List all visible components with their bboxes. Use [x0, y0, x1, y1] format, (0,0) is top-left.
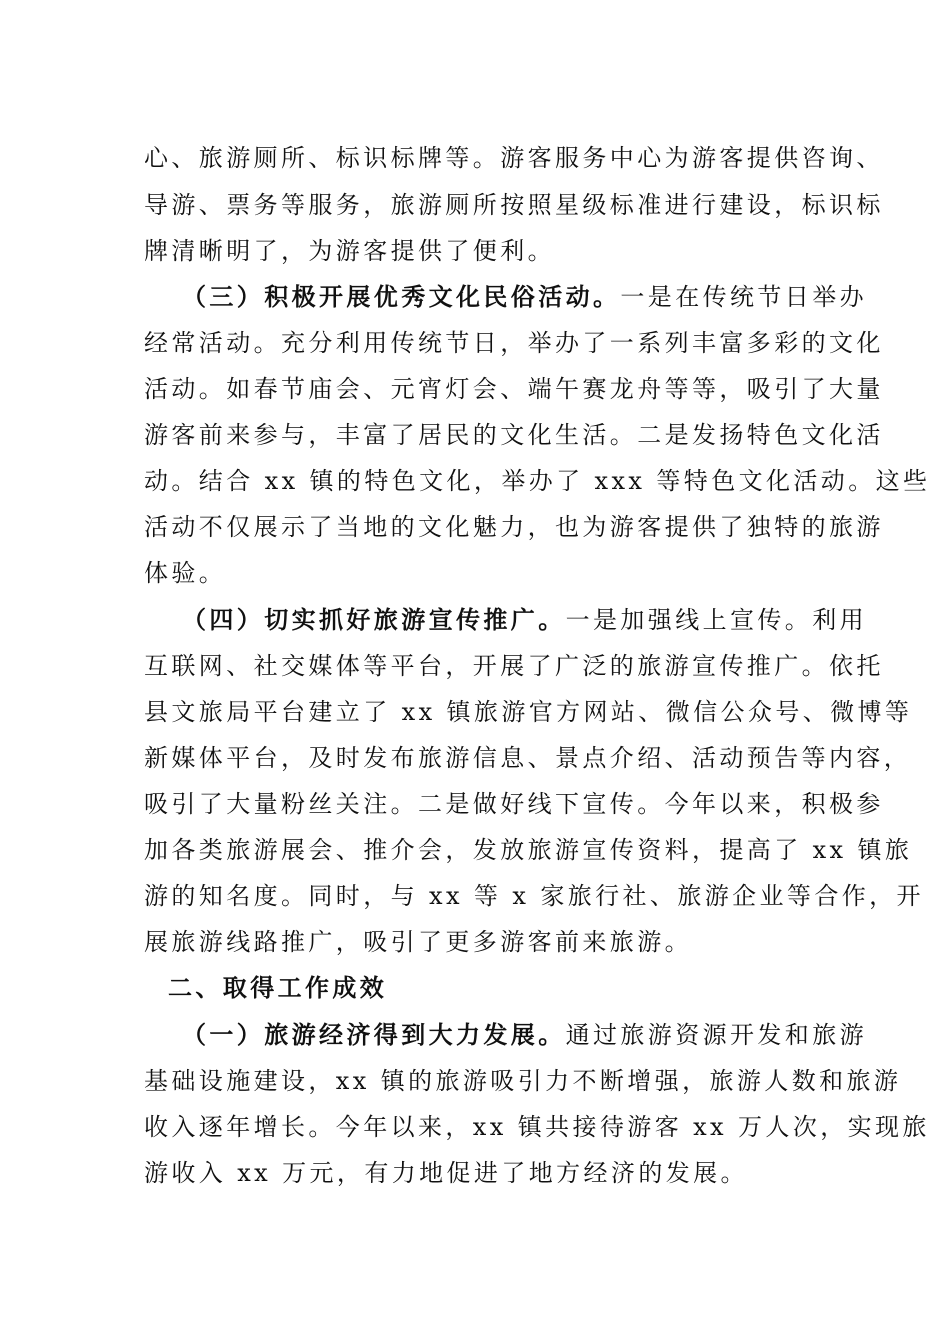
- paragraph-line: 收入逐年增长。今年以来，xx 镇共接待游客 xx 万人次，实现旅: [144, 1113, 930, 1141]
- paragraph-line: 互联网、社交媒体等平台，开展了广泛的旅游宣传推广。依托: [144, 652, 884, 680]
- paragraph-line: 新媒体平台，及时发布旅游信息、景点介绍、活动预告等内容，: [144, 744, 912, 772]
- paragraph-line: 动。结合 xx 镇的特色文化，举办了 xxx 等特色文化活动。这些: [144, 467, 931, 495]
- paragraph-line: 活动不仅展示了当地的文化魅力，也为游客提供了独特的旅游: [144, 513, 884, 541]
- paragraph-line: 县文旅局平台建立了 xx 镇旅游官方网站、微信公众号、微博等: [144, 698, 913, 726]
- paragraph-line: 基础设施建设，xx 镇的旅游吸引力不断增强，旅游人数和旅游: [144, 1067, 902, 1095]
- paragraph-line: 吸引了大量粉丝关注。二是做好线下宣传。今年以来，积极参: [144, 790, 884, 818]
- paragraph-line: 游客前来参与，丰富了居民的文化生活。二是发扬特色文化活: [144, 421, 884, 449]
- paragraph-line: 经常活动。充分利用传统节日，举办了一系列丰富多彩的文化: [144, 329, 884, 357]
- paragraph-first-line: [182, 1020, 868, 1050]
- paragraph-line: 心、旅游厕所、标识标牌等。游客服务中心为游客提供咨询、: [144, 144, 884, 172]
- paragraph-line: 体验。: [144, 559, 227, 587]
- paragraph-line: 展旅游线路推广，吸引了更多游客前来旅游。: [144, 928, 692, 956]
- paragraph-text: 一是加强线上宣传。利用: [565, 606, 868, 634]
- paragraph-line: 游的知名度。同时，与 xx 等 x 家旅行社、旅游企业等合作，开: [144, 882, 924, 910]
- subheading-lead: （一）旅游经济得到大力发展。: [182, 1020, 566, 1049]
- paragraph-line: 导游、票务等服务，旅游厕所按照星级标准进行建设，标识标: [144, 191, 884, 219]
- paragraph-line: 加各类旅游展会、推介会，发放旅游宣传资料，提高了 xx 镇旅: [144, 836, 913, 864]
- paragraph-line: 牌清晰明了，为游客提供了便利。: [144, 237, 555, 265]
- paragraph-first-line: [182, 605, 868, 635]
- subheading-lead: （四）切实抓好旅游宣传推广。: [182, 605, 566, 634]
- section-heading: 二、取得工作成效: [168, 973, 388, 1002]
- paragraph-line: 游收入 xx 万元，有力地促进了地方经济的发展。: [144, 1159, 748, 1187]
- paragraph-text: 一是在传统节日举办: [620, 283, 868, 311]
- paragraph-first-line: [182, 282, 868, 312]
- subheading-lead: （三）积极开展优秀文化民俗活动。: [182, 282, 621, 311]
- paragraph-line: 活动。如春节庙会、元宵灯会、端午赛龙舟等等，吸引了大量: [144, 375, 884, 403]
- paragraph-text: 通过旅游资源开发和旅游: [565, 1021, 868, 1049]
